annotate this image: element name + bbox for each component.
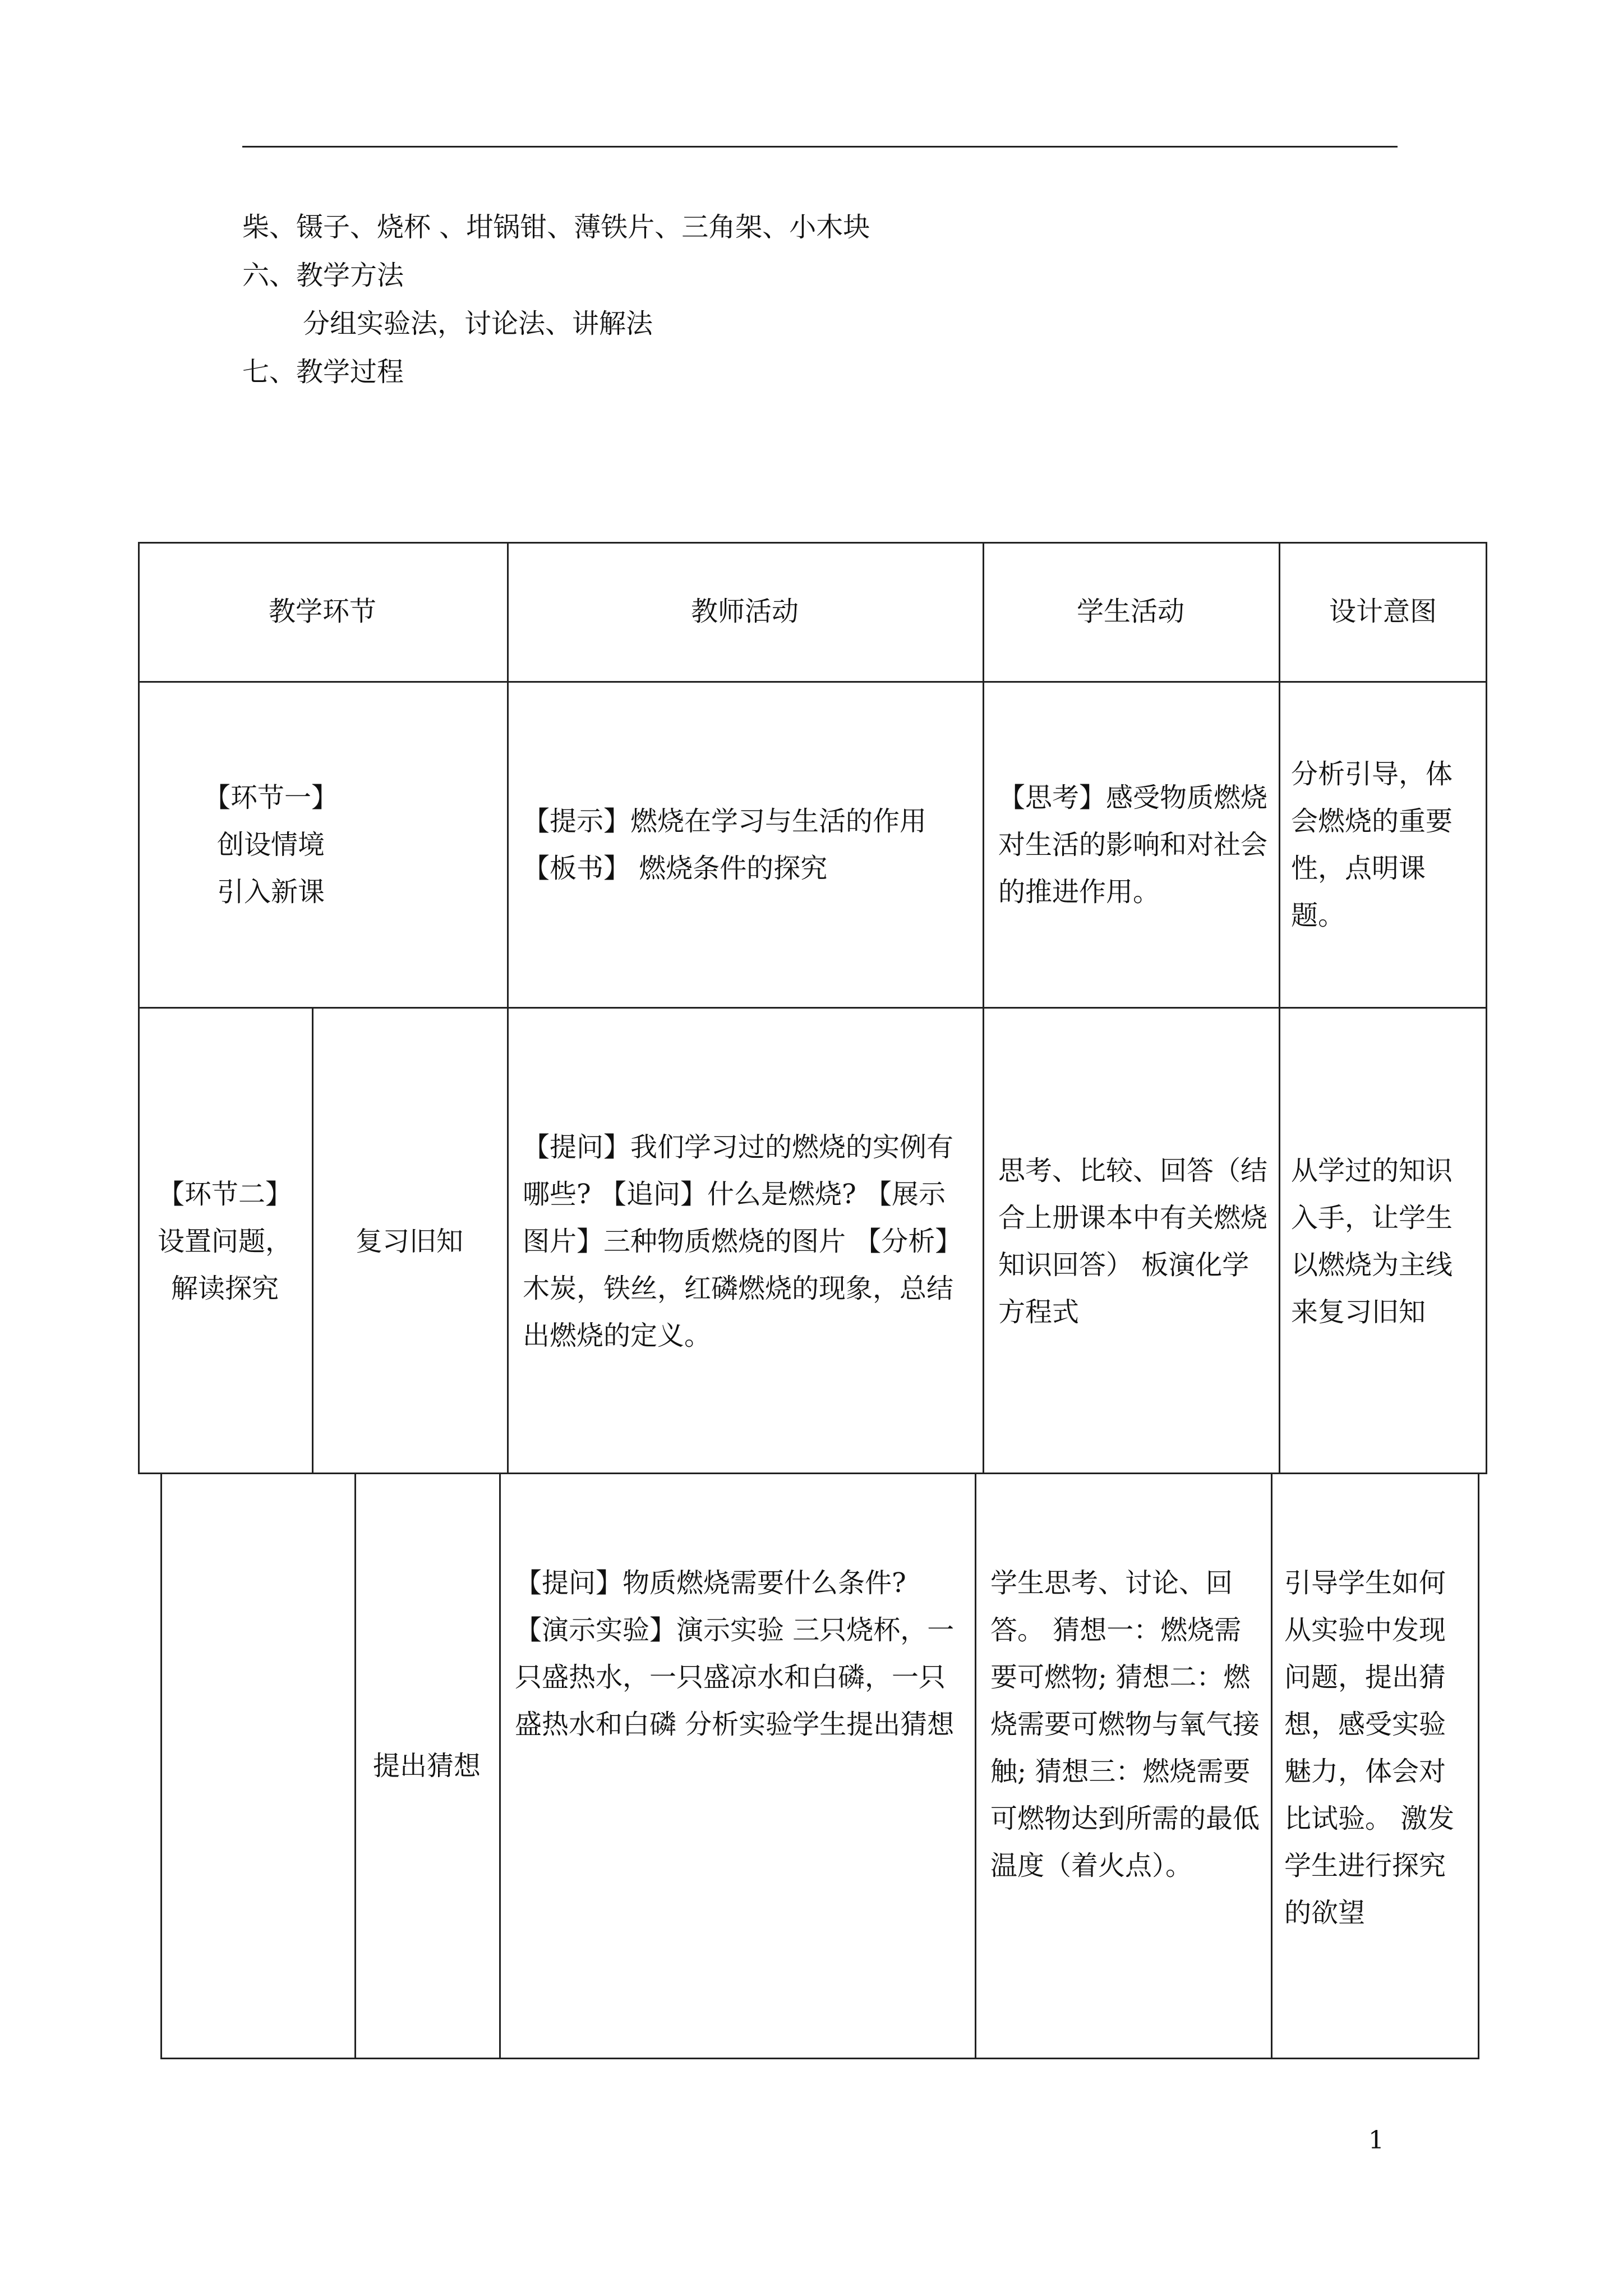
row3-teacher: 【提问】物质燃烧需要什么条件? 【演示实验】演示实验 三只烧杯，一只盛热水，一只盛凉水和白磷，一只盛热水和白磷 分析实验学生提出猜想 xyxy=(515,1567,955,1740)
row3-substage: 提出猜想 xyxy=(372,1750,481,1782)
row1-intent: 分析引导，体会燃烧的重要性，点明课题。 xyxy=(1291,758,1453,931)
row2-substage: 复习旧知 xyxy=(355,1226,463,1257)
header-stage: 教学环节 xyxy=(268,596,376,627)
row1-teacher: 【提示】燃烧在学习与生活的作用 【板书】 燃烧条件的探究 xyxy=(523,806,927,884)
header-rule xyxy=(242,146,1398,148)
row2-stage: 【环节二】 设置问题， 解读探究 xyxy=(157,1179,292,1304)
row2-student: 思考、比较、回答（结合上册课本中有关燃烧知识回答） 板演化学方程式 xyxy=(998,1155,1268,1328)
row1-student: 【思考】感受物质燃烧对生活的影响和对社会的推进作用。 xyxy=(998,782,1268,908)
header-student: 学生活动 xyxy=(1076,596,1184,627)
header-intent: 设计意图 xyxy=(1329,596,1437,627)
row2-teacher: 【提问】我们学习过的燃烧的实例有哪些? 【追问】什么是燃烧? 【展示图片】三种物质燃烧的图片 【分析】木炭，铁丝，红磷燃烧的现象，总结出燃烧的定义。 xyxy=(523,1131,962,1351)
section6-title: 六、教学方法 xyxy=(242,260,404,291)
section7-title: 七、教学过程 xyxy=(242,356,404,388)
row2-intent: 从学过的知识入手，让学生以燃烧为主线来复习旧知 xyxy=(1291,1155,1453,1328)
row3-intent: 引导学生如何从实验中发现问题，提出猜想，感受实验魅力，体会对比试验。 激发学生进行探究的欲望 xyxy=(1284,1567,1455,1929)
row3-student: 学生思考、讨论、回答。 猜想一：燃烧需要可燃物; 猜想二：燃烧需要可燃物与氧气接触; 猜想三：燃烧需要可燃物达到所需的最低温度（着火点）。 xyxy=(990,1567,1260,1881)
page-number: 1 xyxy=(1368,2126,1384,2155)
header-teacher: 教师活动 xyxy=(690,596,799,627)
section6-text: 分组实验法，讨论法、讲解法 xyxy=(303,308,653,339)
row1-stage: 【环节一】 创设情境 引入新课 xyxy=(203,782,338,908)
materials-line: 柴、镊子、烧杯 、坩锅钳、薄铁片、三角架、小木块 xyxy=(242,211,870,243)
